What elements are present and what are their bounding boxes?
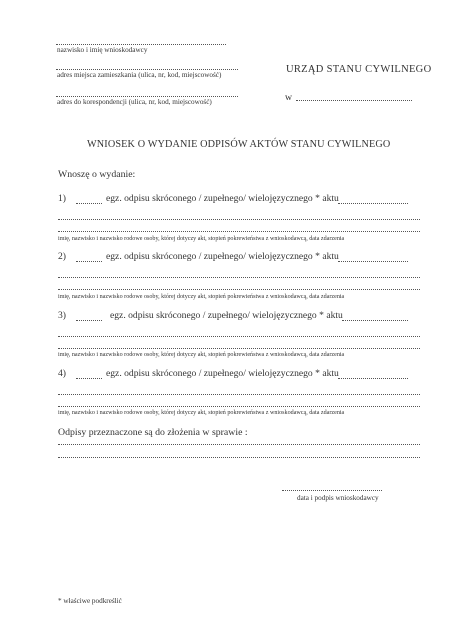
item-caption: imię, nazwisko i nazwisko rodowe osoby, której dotyczy akt, stopień pokrewieństwa z wnioskodawcą, data zdarzenia xyxy=(58,236,345,242)
footnote: * właściwe podkreślić xyxy=(58,597,122,605)
person-details-line[interactable] xyxy=(58,289,420,290)
request-item-2 xyxy=(58,251,66,262)
item-caption: imię, nazwisko i nazwisko rodowe osoby, której dotyczy akt, stopień pokrewieństwa z wnioskodawcą, data zdarzenia xyxy=(58,410,345,416)
correspondence-address-line[interactable] xyxy=(56,96,238,97)
person-details-line[interactable] xyxy=(58,406,420,407)
residence-address-label: adres miejsca zamieszkania (ulica, nr, kod, miejscowość) xyxy=(57,71,222,79)
correspondence-address-label: adres do korespondencji (ulica, nr, kod, miejscowość) xyxy=(57,98,212,106)
act-type-field[interactable] xyxy=(342,320,408,321)
residence-address-line[interactable] xyxy=(56,69,238,70)
office-location-line[interactable] xyxy=(296,100,412,101)
office-in-label: w xyxy=(285,92,293,103)
request-item-1 xyxy=(58,193,66,204)
signature-line[interactable] xyxy=(282,490,382,491)
item-text: egz. odpisu skróconego / zupełnego/ wielojęzycznego * aktu xyxy=(106,368,339,379)
person-details-line[interactable] xyxy=(58,277,420,278)
person-details-line[interactable] xyxy=(58,231,420,232)
act-type-field[interactable] xyxy=(338,203,408,204)
act-type-field[interactable] xyxy=(338,378,408,379)
request-item-3 xyxy=(58,310,66,321)
copies-count-field[interactable] xyxy=(76,378,102,379)
signature-label: data i podpis wnioskodawcy xyxy=(297,494,379,502)
copies-count-field[interactable] xyxy=(76,203,102,204)
person-details-line[interactable] xyxy=(58,348,420,349)
person-details-line[interactable] xyxy=(58,394,420,395)
form-intro: Wnoszę o wydanie: xyxy=(58,169,136,180)
copies-count-field[interactable] xyxy=(76,320,102,321)
purpose-line[interactable] xyxy=(58,457,420,458)
copies-count-field[interactable] xyxy=(76,261,102,262)
applicant-name-label: nazwisko i imię wnioskodawcy xyxy=(57,46,148,54)
item-number: 1) xyxy=(58,193,66,204)
item-number: 4) xyxy=(58,368,66,379)
item-caption: imię, nazwisko i nazwisko rodowe osoby, której dotyczy akt, stopień pokrewieństwa z wnioskodawcą, data zdarzenia xyxy=(58,294,345,300)
item-caption: imię, nazwisko i nazwisko rodowe osoby, której dotyczy akt, stopień pokrewieństwa z wnioskodawcą, data zdarzenia xyxy=(58,352,345,358)
item-number: 2) xyxy=(58,251,66,262)
office-title: URZĄD STANU CYWILNEGO xyxy=(286,64,432,75)
act-type-field[interactable] xyxy=(338,261,408,262)
item-text: egz. odpisu skróconego / zupełnego/ wielojęzycznego * aktu xyxy=(106,193,339,204)
form-title: WNIOSEK O WYDANIE ODPISÓW AKTÓW STANU CYWILNEGO xyxy=(87,139,391,150)
item-number: 3) xyxy=(58,310,66,321)
person-details-line[interactable] xyxy=(58,219,420,220)
request-item-4 xyxy=(58,368,66,379)
applicant-name-line[interactable] xyxy=(56,44,226,45)
person-details-line[interactable] xyxy=(58,336,420,337)
purpose-label: Odpisy przeznaczone są do złożenia w sprawie : xyxy=(58,427,248,438)
item-text: egz. odpisu skróconego / zupełnego/ wielojęzycznego * aktu xyxy=(106,251,339,262)
purpose-line[interactable] xyxy=(58,444,420,445)
item-text: egz. odpisu skróconego / zupełnego/ wielojęzycznego * aktu xyxy=(110,310,343,321)
